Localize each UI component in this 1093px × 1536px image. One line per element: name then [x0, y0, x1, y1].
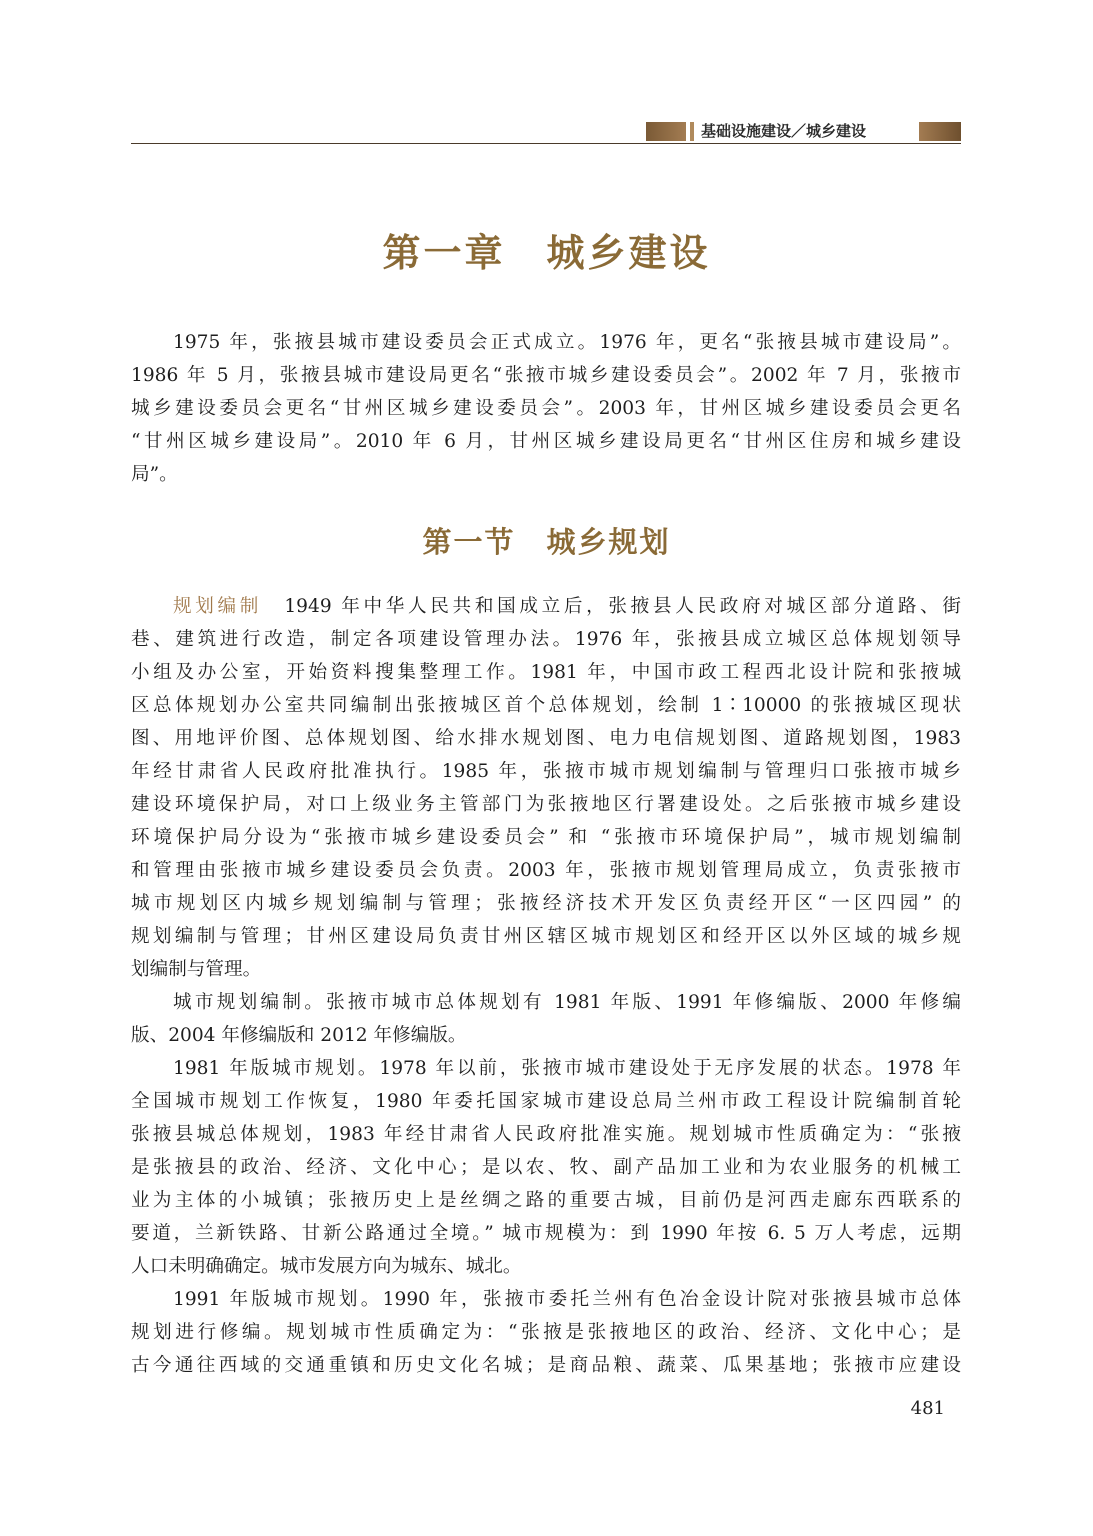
text-line: 1975 年，张掖县城市建设委员会正式成立。1976 年，更名“张掖县城市建设局”。 — [173, 332, 961, 353]
text-line: 环境保护局分设为“张掖市城乡建设委员会” 和 “张掖市环境保护局”，城市规划编制 — [131, 827, 961, 848]
text-line: “甘州区城乡建设局”。2010 年 6 月，甘州区城乡建设局更名“甘州区住房和城乡建设 — [131, 431, 961, 452]
paragraph-keyword: 规划编制 — [173, 596, 263, 617]
section-title: 第一节 城乡规划 — [422, 525, 671, 559]
text-line: 巷、建筑进行改造，制定各项建设管理办法。1976 年，张掖县成立城区总体规划领导 — [131, 629, 961, 650]
text-line: 要道，兰新铁路、甘新公路通过全境。” 城市规模为：到 1990 年按 6. 5 万人考虑，远期 — [131, 1223, 961, 1244]
text-line: 划编制与管理。 — [131, 959, 262, 980]
text-line: 古今通往西域的交通重镇和历史文化名城；是商品粮、蔬菜、瓜果基地；张掖市应建设 — [131, 1355, 961, 1376]
text-line: 张掖县城总体规划，1983 年经甘肃省人民政府批准实施。规划城市性质确定为：“张掖 — [131, 1124, 961, 1145]
text-line: 规划进行修编。规划城市性质确定为：“张掖是张掖地区的政治、经济、文化中心；是 — [131, 1322, 961, 1343]
chapter-title: 第一章 城乡建设 — [382, 230, 711, 275]
text-line: 全国城市规划工作恢复，1980 年委托国家城市建设总局兰州市政工程设计院编制首轮 — [131, 1091, 961, 1112]
text-line-content: 1949 年中华人民共和国成立后，张掖县人民政府对城区部分道路、街 — [284, 596, 961, 617]
text-line: 局”。 — [131, 464, 178, 485]
text-line: 小组及办公室，开始资料搜集整理工作。1981 年，中国市政工程西北设计院和张掖城 — [131, 662, 961, 683]
text-line: 1981 年版城市规划。1978 年以前，张掖市城市建设处于无序发展的状态。1978 年 — [173, 1058, 961, 1079]
header-decor-bar-right — [919, 122, 961, 141]
text-line: 版、2004 年修编版和 2012 年修编版。 — [131, 1025, 467, 1046]
text-line: 城乡建设委员会更名“甘州区城乡建设委员会”。2003 年，甘州区城乡建设委员会更名 — [131, 398, 961, 419]
text-line: 城市规划区内城乡规划编制与管理；张掖经济技术开发区负责经开区“一区四园” 的 — [131, 893, 961, 914]
plan-1981-paragraph — [131, 1052, 961, 1283]
header-decor-bar-left — [646, 122, 686, 141]
text-line: 业为主体的小城镇；张掖历史上是丝绸之路的重要古城，目前仍是河西走廊东西联系的 — [131, 1190, 961, 1211]
text-line: 城市规划编制。张掖市城市总体规划有 1981 年版、1991 年修编版、2000 年修编 — [173, 992, 961, 1013]
text-line: 年经甘肃省人民政府批准执行。1985 年，张掖市城市规划编制与管理归口张掖市城乡 — [131, 761, 961, 782]
text-line: 建设环境保护局，对口上级业务主管部门为张掖地区行署建设处。之后张掖市城乡建设 — [131, 794, 961, 815]
text-line: 1991 年版城市规划。1990 年，张掖市委托兰州有色冶金设计院对张掖县城市总体 — [173, 1289, 961, 1310]
running-title: 基础设施建设／城乡建设 — [701, 122, 867, 140]
planning-paragraph — [131, 590, 961, 986]
page-number: 481 — [910, 1398, 945, 1419]
text-line: 区总体规划办公室共同编制出张掖城区首个总体规划，绘制 1∶10000 的张掖城区现状 — [131, 695, 961, 716]
city-planning-paragraph — [131, 986, 961, 1052]
plan-1991-paragraph — [131, 1283, 961, 1382]
intro-paragraph — [131, 326, 961, 491]
header-rule — [131, 143, 961, 144]
text-line — [131, 590, 961, 623]
header-decor-mark — [690, 122, 694, 141]
text-line: 人口未明确确定。城市发展方向为城东、城北。 — [131, 1256, 522, 1277]
running-header — [131, 118, 961, 144]
text-line: 图、用地评价图、总体规划图、给水排水规划图、电力电信规划图、道路规划图，1983 — [131, 728, 961, 749]
text-line: 是张掖县的政治、经济、文化中心；是以农、牧、副产品加工业和为农业服务的机械工 — [131, 1157, 961, 1178]
text-line: 规划编制与管理；甘州区建设局负责甘州区辖区城市规划区和经开区以外区域的城乡规 — [131, 926, 961, 947]
text-line: 1986 年 5 月，张掖县城市建设局更名“张掖市城乡建设委员会”。2002 年 7 月，张掖市 — [131, 365, 961, 386]
text-line: 和管理由张掖市城乡建设委员会负责。2003 年，张掖市规划管理局成立，负责张掖市 — [131, 860, 961, 881]
